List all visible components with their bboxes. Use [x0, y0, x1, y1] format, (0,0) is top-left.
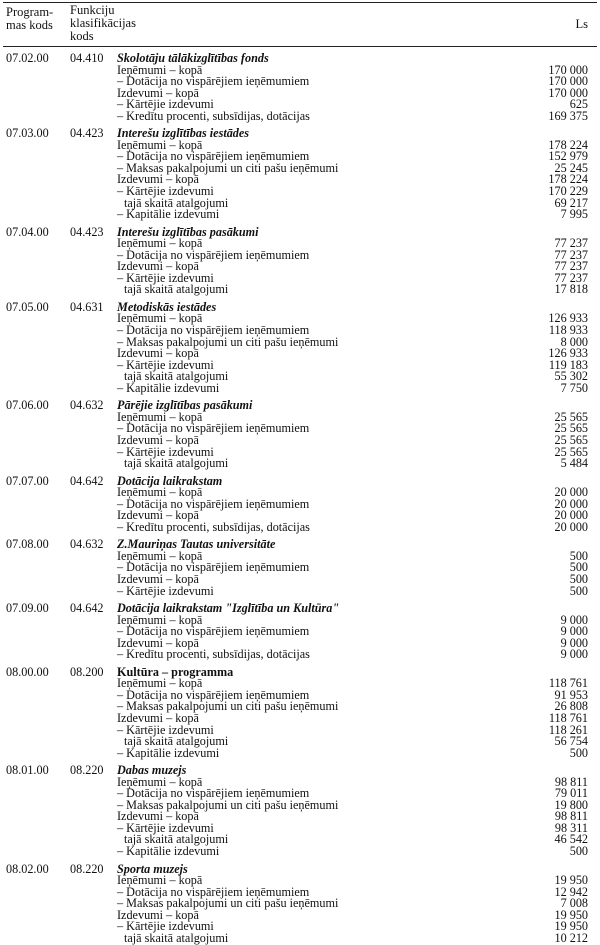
- line-item-label: – Maksas pakalpojumi un citi pašu ieņēmumi: [117, 160, 339, 175]
- line-item-row: [0, 797, 600, 812]
- line-item-row: [0, 921, 600, 933]
- line-item-row: [0, 745, 600, 760]
- line-item-amount: 98 811: [554, 809, 588, 824]
- line-item-row: [0, 496, 600, 511]
- line-item-label: – Dotācija no vispārējiem ieņēmumiem: [117, 421, 310, 436]
- line-item-row: [0, 334, 600, 349]
- line-item-label: Izdevumi – kopā: [117, 172, 199, 187]
- function-code-header: [70, 4, 160, 43]
- line-item-label: – Kapitālie izdevumi: [117, 207, 220, 222]
- line-item-label: – Kapitālie izdevumi: [117, 844, 220, 858]
- line-item-label: – Kapitālie izdevumi: [117, 380, 220, 395]
- line-item-amount: 7 750: [560, 380, 588, 395]
- line-item-label: tajā skaitā atalgojumi: [124, 282, 229, 297]
- program-code: 07.08.00: [6, 537, 49, 552]
- line-item-label: tajā skaitā atalgojumi: [124, 734, 229, 749]
- currency-header: Ls: [575, 17, 588, 31]
- line-item-amount: 5 484: [560, 456, 588, 471]
- line-item-label: – Kārtējie izdevumi: [117, 357, 214, 372]
- line-item-label: Ieņēmumi – kopā: [117, 774, 203, 789]
- function-code: 04.642: [70, 601, 104, 616]
- section-header-row: [0, 664, 600, 679]
- line-item-label: Ieņēmumi – kopā: [117, 137, 203, 152]
- line-item-row: [0, 261, 600, 273]
- line-item-label: – Dotācija no vispārējiem ieņēmumiem: [117, 884, 310, 899]
- line-item-label: – Dotācija no vispārējiem ieņēmumiem: [117, 247, 310, 262]
- section-header-row: [0, 473, 600, 488]
- line-item-row: [0, 710, 600, 725]
- line-item-amount: 126 933: [548, 311, 588, 326]
- section-title: Kultūra – programma: [117, 664, 234, 679]
- line-item-row: [0, 270, 600, 285]
- program-code-header: [6, 6, 66, 32]
- program-code: 07.09.00: [6, 601, 49, 616]
- line-item-label: – Kredītu procenti, subsīdijas, dotācijas: [117, 108, 310, 123]
- line-item-amount: 77 237: [554, 247, 588, 262]
- line-item-row: [0, 160, 600, 175]
- line-item-label: – Kārtējie izdevumi: [117, 722, 214, 737]
- line-item-amount: 26 808: [554, 699, 588, 714]
- line-item-amount: 19 950: [554, 907, 588, 922]
- line-item-amount: 500: [569, 548, 588, 563]
- section-header-row: [0, 128, 600, 140]
- line-item-amount: 118 761: [548, 710, 588, 725]
- function-code: 08.220: [70, 763, 104, 778]
- line-item-amount: 56 754: [554, 734, 588, 749]
- line-item-amount: 500: [569, 583, 588, 598]
- program-code: 08.02.00: [6, 861, 49, 876]
- line-item-label: – Kārtējie izdevumi: [117, 583, 214, 598]
- line-item-amount: 19 950: [554, 919, 588, 934]
- line-item-amount: 9 000: [560, 612, 588, 627]
- line-item-amount: 79 011: [554, 786, 588, 801]
- line-item-amount: 69 217: [554, 195, 588, 210]
- line-item-label: tajā skaitā atalgojumi: [124, 832, 229, 847]
- section-header-row: [0, 400, 600, 412]
- line-item-amount: 9 000: [560, 635, 588, 650]
- program-code: 07.02.00: [6, 51, 49, 65]
- line-item-label: Izdevumi – kopā: [117, 907, 199, 922]
- section-title: Metodiskās iestādes: [117, 299, 217, 314]
- line-item-label: – Dotācija no vispārējiem ieņēmumiem: [117, 687, 310, 702]
- line-item-label: Izdevumi – kopā: [117, 85, 199, 100]
- line-item-label: Ieņēmumi – kopā: [117, 548, 203, 563]
- section-title: Pārējie izglītības pasākumi: [117, 398, 253, 413]
- line-item-label: – Kredītu procenti, subsīdijas, dotācijas: [117, 519, 310, 534]
- line-item-label: Ieņēmumi – kopā: [117, 676, 203, 691]
- program-code: 07.05.00: [6, 299, 49, 314]
- line-item-amount: 119 183: [548, 357, 588, 372]
- line-item-amount: 25 565: [554, 444, 588, 459]
- line-item-label: Izdevumi – kopā: [117, 346, 199, 361]
- section-title: Dotācija laikrakstam "Izglītība un Kultūra": [117, 601, 340, 616]
- function-code: 04.423: [70, 126, 104, 141]
- line-item-amount: 91 953: [554, 687, 588, 702]
- line-item-row: [0, 811, 600, 823]
- line-item-amount: 98 811: [554, 774, 588, 789]
- line-item-row: [0, 701, 600, 713]
- line-item-row: [0, 432, 600, 447]
- section-title: Dotācija laikrakstam: [117, 473, 223, 488]
- line-item-label: – Maksas pakalpojumi un citi pašu ieņēmumi: [117, 334, 339, 349]
- line-item-amount: 25 565: [554, 409, 588, 424]
- line-item-amount: 25 565: [554, 421, 588, 436]
- line-item-row: [0, 85, 600, 100]
- line-item-amount: 500: [569, 571, 588, 586]
- table-header: [0, 4, 600, 46]
- line-item-amount: 625: [569, 97, 588, 112]
- line-item-label: – Dotācija no vispārējiem ieņēmumiem: [117, 149, 310, 164]
- line-item-label: – Kārtējie izdevumi: [117, 444, 214, 459]
- line-item-amount: 12 942: [554, 884, 588, 899]
- line-item-amount: 9 000: [560, 647, 588, 662]
- program-code: 07.07.00: [6, 473, 49, 488]
- line-item-label: tajā skaitā atalgojumi: [124, 195, 229, 210]
- function-code: 08.220: [70, 861, 104, 876]
- line-item-amount: 19 950: [554, 873, 588, 888]
- line-item-row: [0, 649, 600, 661]
- line-item-row: [0, 571, 600, 586]
- line-item-amount: 9 000: [560, 624, 588, 639]
- section-header-row: [0, 299, 600, 314]
- line-item-label: Izdevumi – kopā: [117, 710, 199, 725]
- line-item-label: tajā skaitā atalgojumi: [124, 456, 229, 471]
- line-item-row: [0, 562, 600, 574]
- line-item-amount: 500: [569, 560, 588, 575]
- line-item-amount: 25 245: [554, 160, 588, 175]
- line-item-row: [0, 108, 600, 123]
- line-item-label: Ieņēmumi – kopā: [117, 409, 203, 424]
- line-item-label: Ieņēmumi – kopā: [117, 62, 203, 77]
- line-item-amount: 500: [569, 844, 588, 858]
- line-item-label: – Kapitālie izdevumi: [117, 745, 220, 760]
- line-item-label: – Maksas pakalpojumi un citi pašu ieņēmumi: [117, 699, 339, 714]
- line-item-row: [0, 458, 600, 470]
- function-code: 04.642: [70, 473, 104, 488]
- line-item-label: – Dotācija no vispārējiem ieņēmumiem: [117, 496, 310, 511]
- line-item-row: [0, 834, 600, 846]
- line-item-row: [0, 174, 600, 186]
- function-code: 04.632: [70, 398, 104, 413]
- line-item-label: – Dotācija no vispārējiem ieņēmumiem: [117, 560, 310, 575]
- section-header-row: [0, 53, 600, 65]
- section-title: Dabas muzejs: [117, 763, 187, 778]
- line-item-amount: 170 000: [548, 62, 588, 77]
- section-header-row: [0, 765, 600, 777]
- line-item-row: [0, 284, 600, 296]
- line-item-amount: 55 302: [554, 369, 588, 384]
- line-item-label: – Dotācija no vispārējiem ieņēmumiem: [117, 624, 310, 639]
- line-item-amount: 20 000: [554, 519, 588, 534]
- section-header-row: [0, 861, 600, 876]
- line-item-amount: 500: [569, 745, 588, 760]
- table-body: [0, 53, 600, 944]
- line-item-row: [0, 626, 600, 638]
- program-code: 07.03.00: [6, 126, 49, 141]
- section-title: Interešu izglītības pasākumi: [117, 224, 259, 239]
- line-item-label: – Kredītu procenti, subsīdijas, dotācijas: [117, 647, 310, 662]
- line-item-amount: 20 000: [554, 508, 588, 523]
- line-item-label: Ieņēmumi – kopā: [117, 236, 203, 251]
- line-item-label: Izdevumi – kopā: [117, 809, 199, 824]
- section-title: Z.Mauriņas Tautas universitāte: [117, 537, 276, 552]
- line-item-amount: 19 800: [554, 797, 588, 812]
- line-item-amount: 170 229: [548, 184, 588, 199]
- section-header-row: [0, 539, 600, 551]
- line-item-amount: 7 995: [560, 207, 588, 222]
- line-item-row: [0, 371, 600, 383]
- line-item-label: – Kārtējie izdevumi: [117, 919, 214, 934]
- section-title: Skolotāju tālākizglītības fonds: [117, 51, 269, 65]
- section-title: Sporta muzejs: [117, 861, 188, 876]
- line-item-amount: 10 212: [554, 930, 588, 945]
- line-item-amount: 20 000: [554, 496, 588, 511]
- line-item-label: Izdevumi – kopā: [117, 508, 199, 523]
- line-item-row: [0, 195, 600, 210]
- line-item-row: [0, 930, 600, 945]
- line-item-amount: 77 237: [554, 259, 588, 274]
- line-item-row: [0, 247, 600, 262]
- line-item-label: – Dotācija no vispārējiem ieņēmumiem: [117, 786, 310, 801]
- line-item-row: [0, 820, 600, 835]
- line-item-amount: 178 224: [548, 137, 588, 152]
- line-item-label: Izdevumi – kopā: [117, 635, 199, 650]
- line-item-amount: 17 818: [554, 282, 588, 297]
- function-code: 04.410: [70, 51, 104, 65]
- line-item-amount: 7 008: [560, 896, 588, 911]
- line-item-amount: 46 542: [554, 832, 588, 847]
- line-item-label: Ieņēmumi – kopā: [117, 873, 203, 888]
- line-item-amount: 170 000: [548, 74, 588, 89]
- section-title: Interešu izglītības iestādes: [117, 126, 250, 141]
- program-code-header-line: Program-: [6, 5, 54, 19]
- line-item-amount: 152 979: [548, 149, 588, 164]
- line-item-amount: 8 000: [560, 334, 588, 349]
- function-code-header-line: kods: [70, 29, 94, 43]
- line-item-label: Ieņēmumi – kopā: [117, 485, 203, 500]
- line-item-amount: 178 224: [548, 172, 588, 187]
- line-item-label: Ieņēmumi – kopā: [117, 612, 203, 627]
- line-item-amount: 118 761: [548, 676, 588, 691]
- line-item-row: [0, 519, 600, 534]
- line-item-amount: 77 237: [554, 236, 588, 251]
- header-rule: [3, 46, 597, 47]
- line-item-label: – Kārtējie izdevumi: [117, 184, 214, 199]
- line-item-row: [0, 357, 600, 372]
- line-item-label: Izdevumi – kopā: [117, 432, 199, 447]
- line-item-amount: 169 375: [548, 108, 588, 123]
- line-item-label: tajā skaitā atalgojumi: [124, 369, 229, 384]
- function-code: 04.632: [70, 537, 104, 552]
- program-code: 08.00.00: [6, 664, 49, 679]
- line-item-row: [0, 898, 600, 910]
- line-item-amount: 170 000: [548, 85, 588, 100]
- line-item-row: [0, 846, 600, 858]
- line-item-label: Izdevumi – kopā: [117, 259, 199, 274]
- program-code: 07.04.00: [6, 224, 49, 239]
- line-item-amount: 118 261: [548, 722, 588, 737]
- line-item-label: – Maksas pakalpojumi un citi pašu ieņēmumi: [117, 797, 339, 812]
- line-item-row: [0, 348, 600, 360]
- line-item-row: [0, 736, 600, 748]
- line-item-amount: 98 311: [554, 820, 588, 835]
- program-code: 07.06.00: [6, 398, 49, 413]
- function-code-header-line: Funkciju: [70, 3, 115, 17]
- line-item-row: [0, 186, 600, 198]
- line-item-row: [0, 583, 600, 598]
- line-item-label: – Dotācija no vispārējiem ieņēmumiem: [117, 323, 310, 338]
- line-item-row: [0, 76, 600, 88]
- line-item-label: tajā skaitā atalgojumi: [124, 930, 229, 945]
- program-code: 08.01.00: [6, 763, 49, 778]
- line-item-label: Ieņēmumi – kopā: [117, 311, 203, 326]
- line-item-amount: 20 000: [554, 485, 588, 500]
- section-header-row: [0, 224, 600, 239]
- line-item-label: – Dotācija no vispārējiem ieņēmumiem: [117, 74, 310, 89]
- line-item-label: – Kārtējie izdevumi: [117, 97, 214, 112]
- line-item-amount: 126 933: [548, 346, 588, 361]
- function-code: 04.631: [70, 299, 104, 314]
- function-code-header-line: klasifikācijas: [70, 16, 136, 30]
- line-item-label: Izdevumi – kopā: [117, 571, 199, 586]
- line-item-label: – Kārtējie izdevumi: [117, 820, 214, 835]
- line-item-row: [0, 423, 600, 435]
- line-item-amount: 118 933: [548, 323, 588, 338]
- line-item-amount: 77 237: [554, 270, 588, 285]
- line-item-row: [0, 444, 600, 459]
- program-code-header-line: mas kods: [6, 18, 53, 32]
- section-header-row: [0, 603, 600, 615]
- line-item-row: [0, 722, 600, 737]
- line-item-row: [0, 380, 600, 395]
- line-item-row: [0, 209, 600, 221]
- function-code: 04.423: [70, 224, 104, 239]
- function-code: 08.200: [70, 664, 104, 679]
- line-item-label: – Kārtējie izdevumi: [117, 270, 214, 285]
- line-item-amount: 25 565: [554, 432, 588, 447]
- line-item-label: – Maksas pakalpojumi un citi pašu ieņēmumi: [117, 896, 339, 911]
